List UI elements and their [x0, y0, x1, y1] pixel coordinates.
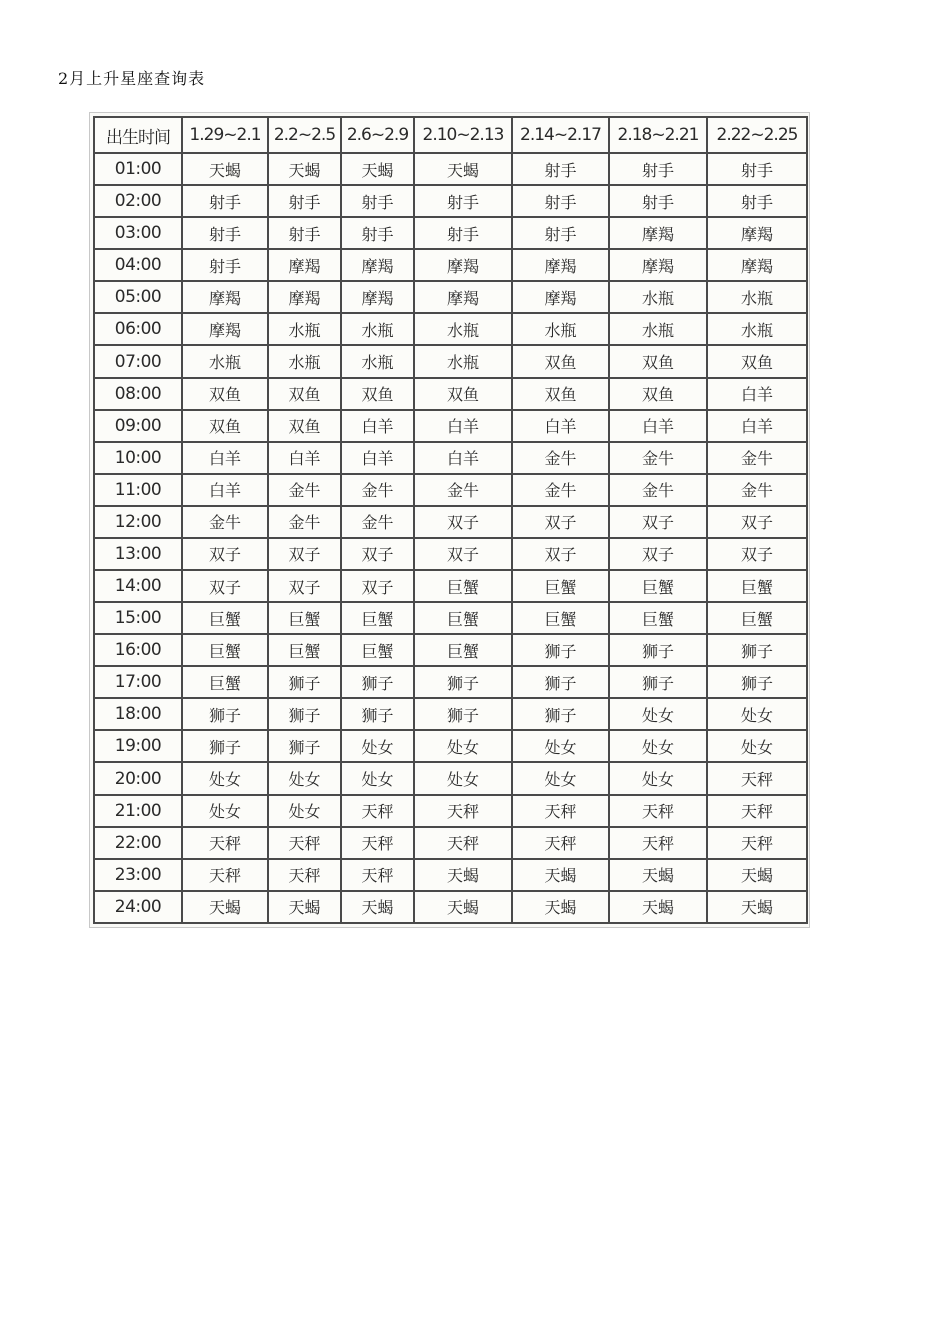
birth-time-cell: 08:00: [94, 378, 182, 410]
ascendant-sign-cell: 巨蟹: [182, 666, 268, 698]
ascendant-sign-cell: 白羊: [414, 442, 512, 474]
table-row: [94, 506, 807, 538]
ascendant-sign-cell: 射手: [182, 217, 268, 249]
ascendant-sign-cell: 双鱼: [414, 378, 512, 410]
table-row: [94, 410, 807, 442]
ascendant-sign-cell: 双鱼: [707, 345, 807, 377]
ascendant-sign-cell: 射手: [512, 153, 609, 185]
ascendant-sign-cell: 处女: [414, 730, 512, 762]
ascendant-sign-cell: 处女: [414, 762, 512, 794]
ascendant-sign-cell: 摩羯: [707, 217, 807, 249]
ascendant-sign-cell: 射手: [341, 217, 414, 249]
birth-time-cell: 07:00: [94, 345, 182, 377]
birth-time-cell: 03:00: [94, 217, 182, 249]
table-row: [94, 474, 807, 506]
ascendant-sign-cell: 狮子: [512, 634, 609, 666]
ascendant-sign-cell: 天蝎: [512, 891, 609, 923]
ascendant-sign-cell: 金牛: [707, 474, 807, 506]
ascendant-sign-cell: 摩羯: [512, 281, 609, 313]
ascendant-sign-cell: 天蝎: [609, 891, 707, 923]
ascendant-sign-cell: 处女: [512, 762, 609, 794]
header-date-range: 2.6~2.9: [341, 117, 414, 153]
ascendant-sign-cell: 狮子: [341, 666, 414, 698]
ascendant-sign-cell: 天蝎: [268, 153, 341, 185]
table-row: [94, 378, 807, 410]
ascendant-sign-cell: 双鱼: [512, 345, 609, 377]
ascendant-sign-cell: 巨蟹: [268, 634, 341, 666]
ascendant-sign-cell: 白羊: [268, 442, 341, 474]
ascendant-sign-cell: 天蝎: [341, 153, 414, 185]
header-date-range: 2.22~2.25: [707, 117, 807, 153]
birth-time-cell: 12:00: [94, 506, 182, 538]
ascendant-sign-cell: 双子: [512, 506, 609, 538]
header-date-range: 2.2~2.5: [268, 117, 341, 153]
ascendant-sign-cell: 双子: [512, 538, 609, 570]
ascendant-sign-cell: 狮子: [707, 666, 807, 698]
ascendant-sign-cell: 水瓶: [414, 345, 512, 377]
ascendant-sign-cell: 狮子: [609, 634, 707, 666]
ascendant-sign-cell: 双子: [414, 538, 512, 570]
ascendant-sign-cell: 白羊: [707, 410, 807, 442]
ascendant-sign-cell: 处女: [512, 730, 609, 762]
ascendant-sign-cell: 双子: [268, 570, 341, 602]
ascendant-sign-cell: 摩羯: [182, 313, 268, 345]
header-date-range: 1.29~2.1: [182, 117, 268, 153]
ascendant-sign-cell: 双子: [268, 538, 341, 570]
ascendant-sign-cell: 双鱼: [268, 378, 341, 410]
ascendant-sign-cell: 白羊: [341, 410, 414, 442]
ascendant-sign-cell: 白羊: [341, 442, 414, 474]
ascendant-sign-cell: 巨蟹: [341, 602, 414, 634]
ascendant-sign-cell: 狮子: [414, 698, 512, 730]
ascendant-sign-cell: 射手: [182, 249, 268, 281]
ascendant-sign-cell: 摩羯: [268, 249, 341, 281]
ascendant-sign-cell: 水瓶: [512, 313, 609, 345]
ascendant-sign-cell: 金牛: [341, 506, 414, 538]
ascendant-sign-cell: 天蝎: [268, 891, 341, 923]
ascendant-sign-cell: 水瓶: [268, 313, 341, 345]
ascendant-sign-cell: 狮子: [182, 730, 268, 762]
ascendant-sign-cell: 狮子: [512, 698, 609, 730]
ascendant-sign-cell: 处女: [182, 762, 268, 794]
ascendant-sign-cell: 天秤: [512, 795, 609, 827]
header-date-range: 2.10~2.13: [414, 117, 512, 153]
ascendant-sign-cell: 射手: [707, 185, 807, 217]
birth-time-cell: 05:00: [94, 281, 182, 313]
ascendant-sign-cell: 双子: [609, 506, 707, 538]
ascendant-sign-cell: 天蝎: [414, 891, 512, 923]
ascendant-sign-cell: 白羊: [182, 442, 268, 474]
ascendant-sign-cell: 处女: [268, 762, 341, 794]
ascendant-sign-cell: 双鱼: [512, 378, 609, 410]
birth-time-cell: 04:00: [94, 249, 182, 281]
birth-time-cell: 09:00: [94, 410, 182, 442]
ascendant-sign-cell: 天秤: [707, 795, 807, 827]
ascendant-sign-cell: 天秤: [707, 827, 807, 859]
ascendant-sign-cell: 射手: [341, 185, 414, 217]
ascendant-sign-cell: 摩羯: [609, 217, 707, 249]
ascendant-sign-cell: 双鱼: [182, 410, 268, 442]
ascendant-sign-cell: 金牛: [707, 442, 807, 474]
ascendant-sign-cell: 水瓶: [609, 313, 707, 345]
ascendant-sign-cell: 白羊: [414, 410, 512, 442]
ascendant-sign-cell: 双子: [707, 506, 807, 538]
birth-time-cell: 01:00: [94, 153, 182, 185]
ascendant-sign-cell: 天蝎: [707, 859, 807, 891]
ascendant-sign-cell: 天秤: [182, 859, 268, 891]
ascendant-sign-cell: 水瓶: [609, 281, 707, 313]
ascendant-sign-cell: 天秤: [268, 827, 341, 859]
ascendant-sign-cell: 射手: [414, 217, 512, 249]
ascendant-sign-cell: 巨蟹: [182, 634, 268, 666]
ascendant-sign-cell: 处女: [609, 762, 707, 794]
birth-time-cell: 23:00: [94, 859, 182, 891]
table-body: [94, 153, 807, 923]
birth-time-cell: 10:00: [94, 442, 182, 474]
header-date-range: 2.18~2.21: [609, 117, 707, 153]
table-row: [94, 762, 807, 794]
ascendant-sign-cell: 射手: [707, 153, 807, 185]
ascendant-sign-cell: 巨蟹: [414, 602, 512, 634]
ascendant-sign-cell: 双子: [414, 506, 512, 538]
ascendant-sign-cell: 处女: [609, 730, 707, 762]
ascendant-sign-cell: 金牛: [414, 474, 512, 506]
ascendant-sign-cell: 天秤: [414, 795, 512, 827]
ascendant-sign-cell: 摩羯: [414, 249, 512, 281]
ascendant-sign-cell: 狮子: [609, 666, 707, 698]
ascendant-sign-cell: 天蝎: [182, 153, 268, 185]
table-row: [94, 281, 807, 313]
birth-time-cell: 06:00: [94, 313, 182, 345]
ascendant-sign-cell: 金牛: [341, 474, 414, 506]
ascendant-sign-cell: 水瓶: [341, 313, 414, 345]
ascendant-sign-cell: 巨蟹: [707, 570, 807, 602]
ascendant-sign-cell: 摩羯: [609, 249, 707, 281]
ascendant-sign-cell: 射手: [512, 217, 609, 249]
ascendant-sign-cell: 水瓶: [414, 313, 512, 345]
ascendant-sign-cell: 巨蟹: [512, 602, 609, 634]
table-row: [94, 345, 807, 377]
ascendant-sign-cell: 摩羯: [341, 281, 414, 313]
ascendant-sign-cell: 射手: [182, 185, 268, 217]
ascendant-sign-cell: 狮子: [268, 730, 341, 762]
ascendant-sign-cell: 处女: [707, 698, 807, 730]
ascendant-sign-cell: 双鱼: [609, 378, 707, 410]
ascendant-sign-cell: 射手: [268, 185, 341, 217]
ascendant-sign-cell: 双鱼: [341, 378, 414, 410]
ascendant-sign-cell: 金牛: [512, 442, 609, 474]
birth-time-cell: 22:00: [94, 827, 182, 859]
table-row: [94, 795, 807, 827]
birth-time-cell: 13:00: [94, 538, 182, 570]
ascendant-sign-cell: 摩羯: [512, 249, 609, 281]
ascendant-sign-cell: 天蝎: [414, 859, 512, 891]
ascendant-sign-cell: 狮子: [512, 666, 609, 698]
ascendant-sign-cell: 巨蟹: [182, 602, 268, 634]
ascendant-sign-cell: 处女: [268, 795, 341, 827]
ascendant-sign-cell: 狮子: [268, 666, 341, 698]
ascendant-sign-cell: 白羊: [609, 410, 707, 442]
ascendant-sign-cell: 天蝎: [414, 153, 512, 185]
ascendant-sign-cell: 金牛: [182, 506, 268, 538]
ascendant-sign-cell: 天秤: [414, 827, 512, 859]
ascendant-sign-cell: 巨蟹: [268, 602, 341, 634]
ascendant-sign-cell: 狮子: [182, 698, 268, 730]
table-row: [94, 859, 807, 891]
birth-time-cell: 20:00: [94, 762, 182, 794]
ascendant-sign-cell: 双子: [182, 570, 268, 602]
ascendant-sign-cell: 天秤: [512, 827, 609, 859]
birth-time-cell: 19:00: [94, 730, 182, 762]
ascendant-sign-cell: 巨蟹: [609, 602, 707, 634]
ascendant-sign-cell: 双子: [609, 538, 707, 570]
table-row: [94, 313, 807, 345]
ascendant-sign-cell: 巨蟹: [512, 570, 609, 602]
birth-time-cell: 18:00: [94, 698, 182, 730]
ascendant-sign-cell: 射手: [609, 185, 707, 217]
ascendant-sign-cell: 处女: [341, 762, 414, 794]
ascendant-sign-cell: 水瓶: [268, 345, 341, 377]
table-row: [94, 666, 807, 698]
ascendant-sign-cell: 射手: [512, 185, 609, 217]
birth-time-cell: 17:00: [94, 666, 182, 698]
ascendant-sign-cell: 水瓶: [182, 345, 268, 377]
ascendant-sign-cell: 天秤: [341, 827, 414, 859]
ascendant-sign-cell: 金牛: [609, 474, 707, 506]
ascendant-sign-cell: 射手: [268, 217, 341, 249]
table-row: [94, 249, 807, 281]
ascendant-sign-cell: 天蝎: [182, 891, 268, 923]
ascendant-sign-cell: 射手: [609, 153, 707, 185]
ascendant-sign-cell: 双子: [341, 570, 414, 602]
ascendant-sign-cell: 巨蟹: [414, 570, 512, 602]
ascendant-sign-cell: 摩羯: [182, 281, 268, 313]
ascendant-sign-cell: 巨蟹: [609, 570, 707, 602]
birth-time-cell: 21:00: [94, 795, 182, 827]
document-title: 2月上升星座查询表: [58, 69, 206, 88]
header-birth-time: 出生时间: [94, 117, 182, 153]
ascendant-sign-cell: 摩羯: [414, 281, 512, 313]
ascendant-sign-cell: 天秤: [341, 795, 414, 827]
ascendant-sign-cell: 双鱼: [609, 345, 707, 377]
ascendant-sign-cell: 天秤: [341, 859, 414, 891]
ascendant-sign-cell: 狮子: [707, 634, 807, 666]
ascendant-sign-cell: 巨蟹: [341, 634, 414, 666]
ascendant-sign-cell: 狮子: [414, 666, 512, 698]
ascendant-sign-cell: 金牛: [268, 474, 341, 506]
ascendant-sign-cell: 巨蟹: [707, 602, 807, 634]
table-row: [94, 570, 807, 602]
ascendant-sign-cell: 白羊: [707, 378, 807, 410]
table-row: [94, 538, 807, 570]
table-row: [94, 442, 807, 474]
ascendant-sign-cell: 天秤: [609, 795, 707, 827]
ascendant-sign-cell: 双鱼: [268, 410, 341, 442]
ascendant-sign-cell: 处女: [707, 730, 807, 762]
birth-time-cell: 14:00: [94, 570, 182, 602]
ascendant-sign-cell: 天秤: [609, 827, 707, 859]
table-row: [94, 891, 807, 923]
table-row: [94, 827, 807, 859]
table-row: [94, 730, 807, 762]
ascendant-sign-cell: 金牛: [512, 474, 609, 506]
ascendant-sign-cell: 天秤: [268, 859, 341, 891]
table-row: [94, 602, 807, 634]
ascendant-sign-cell: 天秤: [182, 827, 268, 859]
table-row: [94, 185, 807, 217]
ascendant-sign-cell: 摩羯: [707, 249, 807, 281]
ascendant-sign-cell: 天蝎: [341, 891, 414, 923]
ascendant-sign-cell: 双鱼: [182, 378, 268, 410]
ascendant-sign-cell: 天蝎: [609, 859, 707, 891]
ascendant-sign-cell: 射手: [414, 185, 512, 217]
ascendant-lookup-table: [93, 116, 808, 924]
ascendant-sign-cell: 处女: [182, 795, 268, 827]
ascendant-sign-cell: 双子: [707, 538, 807, 570]
table-header-row: [94, 117, 807, 153]
ascendant-sign-cell: 水瓶: [707, 281, 807, 313]
ascendant-sign-cell: 双子: [341, 538, 414, 570]
ascendant-sign-cell: 巨蟹: [414, 634, 512, 666]
birth-time-cell: 16:00: [94, 634, 182, 666]
birth-time-cell: 24:00: [94, 891, 182, 923]
table-row: [94, 634, 807, 666]
ascendant-sign-cell: 金牛: [268, 506, 341, 538]
ascendant-sign-cell: 水瓶: [707, 313, 807, 345]
ascendant-sign-cell: 处女: [341, 730, 414, 762]
birth-time-cell: 02:00: [94, 185, 182, 217]
table-row: [94, 217, 807, 249]
ascendant-sign-cell: 金牛: [609, 442, 707, 474]
ascendant-sign-cell: 天蝎: [512, 859, 609, 891]
header-date-range: 2.14~2.17: [512, 117, 609, 153]
ascendant-sign-cell: 天秤: [707, 762, 807, 794]
ascendant-sign-cell: 白羊: [182, 474, 268, 506]
ascendant-sign-cell: 摩羯: [268, 281, 341, 313]
table-row: [94, 153, 807, 185]
birth-time-cell: 11:00: [94, 474, 182, 506]
ascendant-sign-cell: 处女: [609, 698, 707, 730]
birth-time-cell: 15:00: [94, 602, 182, 634]
ascendant-sign-cell: 水瓶: [341, 345, 414, 377]
table-row: [94, 698, 807, 730]
ascendant-sign-cell: 白羊: [512, 410, 609, 442]
ascendant-sign-cell: 摩羯: [341, 249, 414, 281]
ascendant-sign-cell: 狮子: [341, 698, 414, 730]
ascendant-sign-cell: 双子: [182, 538, 268, 570]
ascendant-sign-cell: 狮子: [268, 698, 341, 730]
ascendant-sign-cell: 天蝎: [707, 891, 807, 923]
table-image-frame: [89, 112, 810, 928]
